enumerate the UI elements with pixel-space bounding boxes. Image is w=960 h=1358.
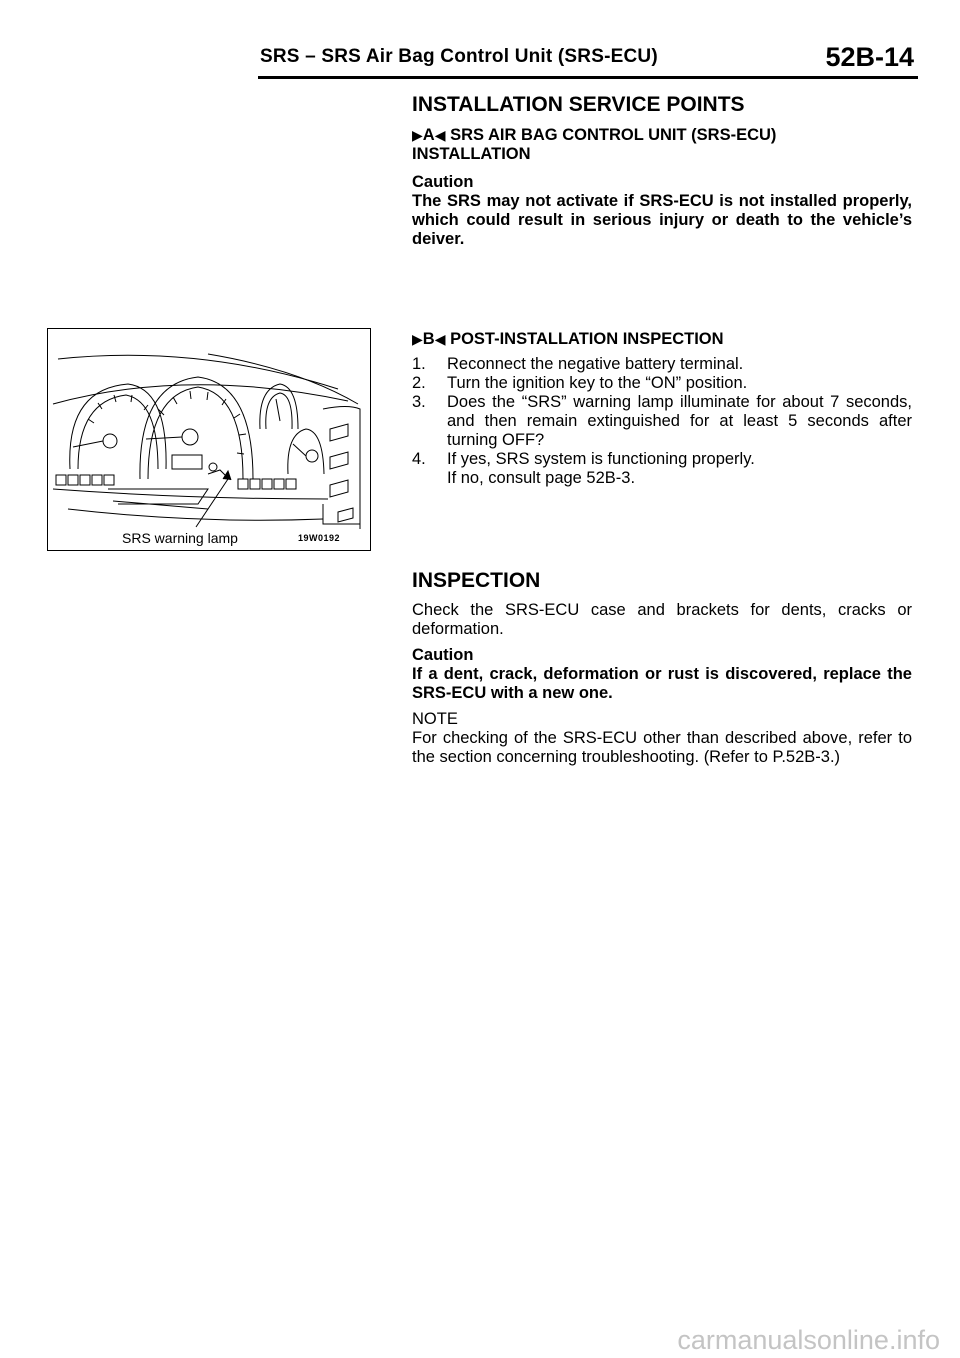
inspection-section — [412, 568, 912, 767]
header-rule — [258, 76, 918, 79]
figure-caption: SRS warning lamp — [122, 530, 238, 546]
list-item — [412, 355, 912, 374]
caution-label-a: Caution — [412, 173, 474, 191]
list-item — [412, 374, 912, 393]
instrument-panel-figure — [47, 328, 371, 551]
subsection-b-title-text: POST-INSTALLATION INSPECTION — [450, 330, 724, 348]
inspection-heading: INSPECTION — [412, 569, 541, 592]
inspection-text: Check the SRS-ECU case and brackets for dents, cracks or deformation. — [412, 601, 912, 638]
step-number: 4. — [412, 450, 426, 468]
step-number: 2. — [412, 374, 426, 392]
page-header — [260, 42, 918, 72]
subsection-a-title-line2: INSTALLATION — [412, 145, 531, 163]
figure-code: 19W0192 — [298, 533, 341, 543]
list-item — [412, 469, 912, 488]
step-text: Reconnect the negative battery terminal. — [447, 355, 744, 373]
note-text: For checking of the SRS-ECU other than described above, refer to the section concerning troubleshooting. (Refer to P.52B-3.) — [412, 729, 912, 766]
play-right-icon: ▶ — [412, 127, 423, 143]
step-number: 1. — [412, 355, 426, 373]
subsection-a-marker: A — [422, 126, 435, 144]
play-left-icon: ◀ — [434, 331, 446, 347]
step-number: 3. — [412, 393, 426, 411]
installation-heading: INSTALLATION SERVICE POINTS — [412, 93, 745, 116]
installation-section — [412, 92, 912, 249]
watermark: carmanualsonline.info — [677, 1325, 940, 1355]
step-number-blank — [412, 469, 447, 488]
note-label: NOTE — [412, 710, 458, 728]
subsection-a-title-line1: SRS AIR BAG CONTROL UNIT (SRS-ECU) — [450, 126, 777, 144]
subsection-a-title — [412, 126, 912, 164]
inspection-steps — [412, 355, 912, 488]
post-installation-section — [412, 330, 912, 488]
step-text: Does the “SRS” warning lamp illuminate for about 7 seconds, and then remain extinguished for at least 5 seconds after turning OFF? — [447, 393, 912, 449]
step-text: Turn the ignition key to the “ON” position. — [447, 374, 748, 392]
step-text: If yes, SRS system is functioning properly. — [447, 450, 755, 468]
page-title: SRS – SRS Air Bag Control Unit (SRS-ECU) — [260, 46, 658, 67]
subsection-b-title — [412, 330, 912, 349]
list-item — [412, 450, 912, 469]
list-item — [412, 393, 912, 450]
instrument-panel-drawing — [48, 329, 371, 551]
play-left-icon: ◀ — [434, 127, 446, 143]
play-right-icon: ▶ — [412, 331, 423, 347]
subsection-b-marker: B — [422, 330, 435, 348]
caution-text-inspection: If a dent, crack, deformation or rust is discovered, replace the SRS-ECU with a new one. — [412, 665, 912, 702]
page-number: 52B-14 — [825, 42, 914, 72]
caution-label-inspection: Caution — [412, 646, 474, 664]
step-text: If no, consult page 52B-3. — [447, 469, 636, 487]
caution-text-a: The SRS may not activate if SRS-ECU is not installed properly, which could result in serious injury or death to the vehicle’s deiver. — [412, 192, 912, 248]
